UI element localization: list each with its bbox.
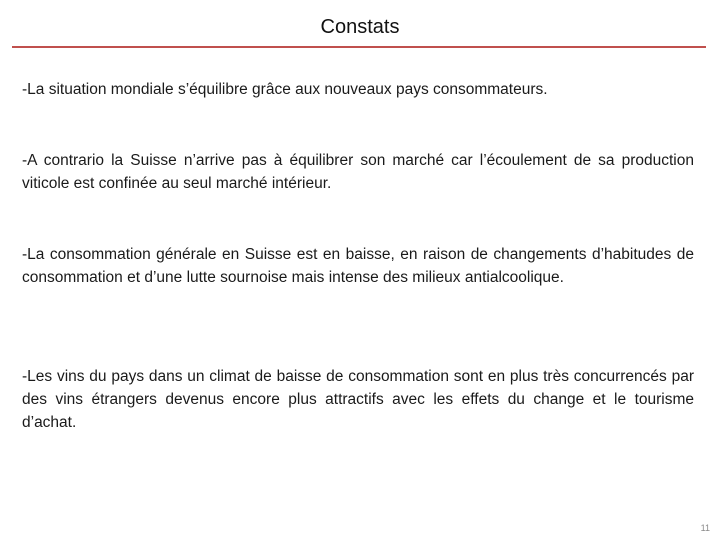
slide-title: Constats [320, 16, 400, 38]
bullet-consumption-decline: -La consommation générale en Suisse est en baisse, en raison de changements d’habitudes de consommation et d’une lutte sournoise mais intense des milieux antialcoolique. [22, 246, 694, 286]
bullet-world-balance: -La situation mondiale s’équilibre grâce aux nouveaux pays consommateurs. [22, 81, 548, 98]
page-number: 11 [700, 523, 710, 533]
bullet-foreign-competition: -Les vins du pays dans un climat de baisse de consommation sont en plus très concurrencés par des vins étrangers devenus encore plus attractifs avec les effets du change et le tourisme d’achat. [22, 368, 694, 431]
title-underline [12, 46, 706, 48]
bullet-swiss-market: -A contrario la Suisse n’arrive pas à équilibrer son marché car l’écoulement de sa production viticole est confinée au seul marché intérieur. [22, 152, 694, 192]
